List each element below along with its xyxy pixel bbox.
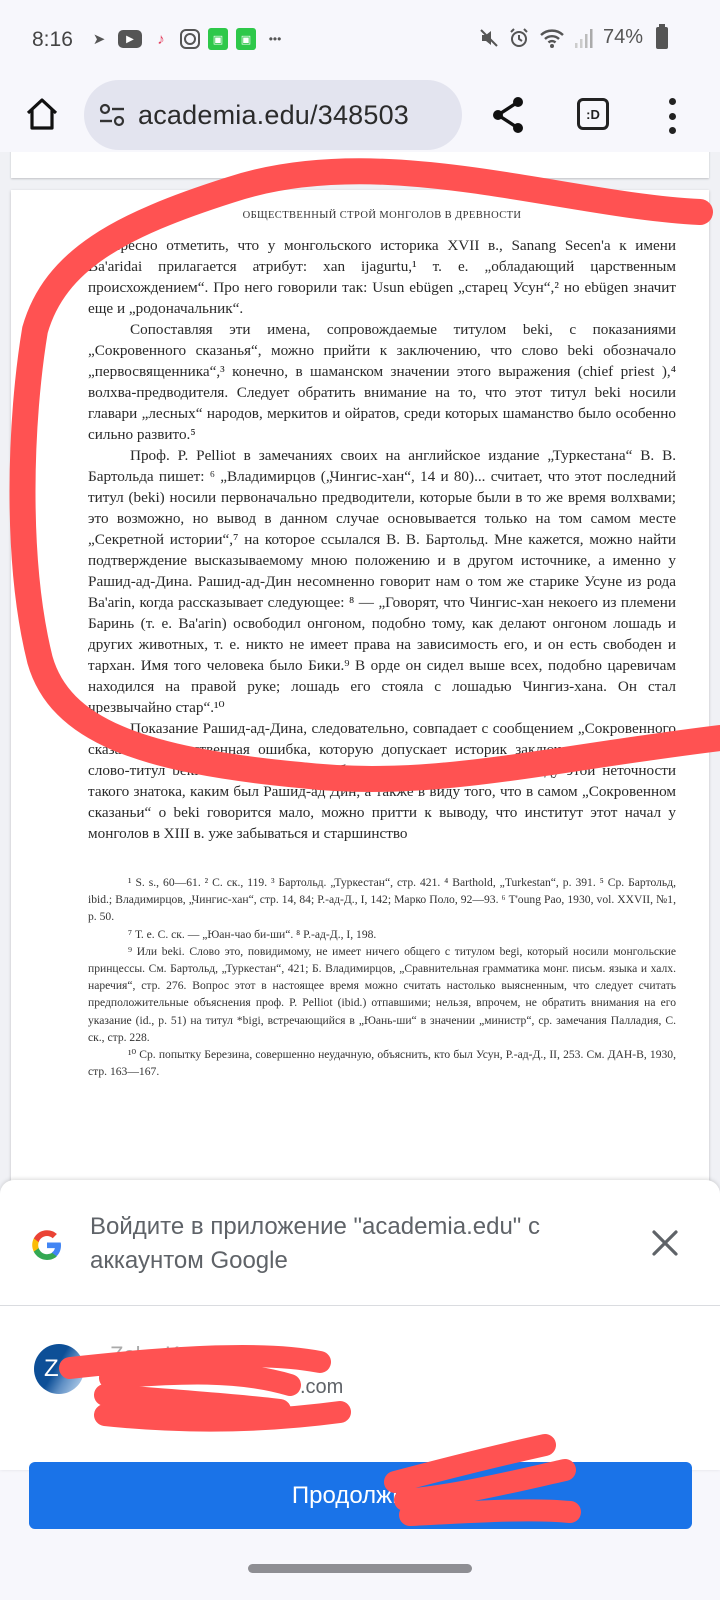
account-row[interactable]: [0, 1328, 720, 1408]
tab-switcher-button[interactable]: [577, 98, 609, 130]
paragraph: Проф. P. Pelliot в замечаниях своих на английское издание „Туркестана“ В. В. Бартольда пишет: ⁶ „Владимирцов („Чингис-хан“, 14 и 80)... считает, что этот последний титул (beki) носили первоначально предводители, которые были в то же время волхвами; это возможно, но вывод в данном случае основывается только на том самом месте „Секретной истории“,⁷ на которое ссылался В. В. Бартольд. Мне кажется, можно найти подтверждение высказываемому мною положению и в другом источнике, а именно у Рашид-ад-Дина. Рашид-ад-Дин несомненно говорит нам о том же старике Усуне из рода Ba'arin, когда рассказывает следующее: ⁸ — „Говорят, что Чингис-хан некоего из племени Баринь (т. е. Ba'arin) освободил онгоном, подобно тому, как делают онгоном лошадь и других животных, т. е. никто не имеет права на зависимость его, и он есть свободен и тархан. Имя того человека было Бики.⁹ В орде он сидел выше всех, подобно царевичам находился на правой руке; лошадь его стояла с лошадью Чингиз-хана. Он стал чрезвычайно стар“.¹⁰: [88, 447, 676, 716]
app-notification-icon: ▣: [208, 28, 228, 50]
battery-icon: [656, 27, 668, 49]
paragraph: Показание Рашид-ад-Дина, следовательно, совпадает с сообщением „Сокровенного сказанья“, единственная ошибка, которую допускает историк заключается в том, что слово-титул beki он принимает за собственное имя. Все-таки, в виду этой неточности такого знатока, каким был Рашид-ад Дин, а также в виду того, что в самом „Сокровенном сказаньи“ о beki говорится мало, можно притти к выводу, что институт этот начал у монголов в XIII в. уже забываться и старшинство: [88, 720, 676, 842]
telegram-icon: ➤: [92, 31, 106, 48]
footnotes: [88, 874, 676, 1080]
app-notification-icon: ▣: [236, 28, 256, 50]
url-text[interactable]: academia.edu/348503: [138, 99, 410, 130]
home-button[interactable]: [24, 96, 60, 132]
system-navigation-bar: [0, 1556, 720, 1600]
account-email: .com: [300, 1376, 344, 1398]
sheet-title: Войдите в приложение "academia.edu" с аккаунтом Google: [90, 1213, 540, 1274]
browser-toolbar: [0, 80, 720, 152]
home-gesture-handle[interactable]: [248, 1564, 472, 1573]
address-bar[interactable]: [84, 80, 462, 150]
wifi-icon: [539, 27, 565, 49]
share-button[interactable]: [490, 96, 526, 134]
footnote: ⁹ Или beki. Слово это, повидимому, не имеет ничего общего с титулом begi, который носили монгольские принцессы. См. Бартольд, „Туркестан“, 421; Б. Владимирцов, „Сравнительная грамматика монг. письм. языка и халх. наречия“, стр. 276. Вопрос этот в настоящее время можно считать настолько выясненным, что следует считать предположительные объяснения проф. P. Pelliot (ibid.) отпавшими; нельзя, впрочем, не обратить внимания на его указание (id., p. 51) на титул *bigi, встречающийся в „Юань-ши“ в значении „министр“, ср. замечания Палладия, С. ск., стр. 228.: [88, 944, 676, 1044]
instagram-icon: [180, 29, 200, 49]
avatar: Z: [34, 1344, 84, 1394]
alarm-icon: [508, 27, 530, 49]
sheet-header: [0, 1180, 720, 1306]
tiktok-icon: ♪: [157, 30, 165, 48]
footnote: ¹ S. s., 60—61. ² С. ск., 119. ³ Бартольд. „Туркестан“, стр. 421. ⁴ Barthold, „Turkestan“, p. 391. ⁵ Ср. Бартольд, ibid.; Владимирцов, „Чингис-хан“, стр. 14, 84; Р.-ад-Д., I, 142; Марко Поло, 92—93. ⁶ T'oung Pao, 1930, vol. XXVII, №1, p. 50.: [88, 876, 676, 924]
site-settings-icon[interactable]: [98, 101, 126, 129]
status-bar: [0, 0, 720, 80]
document-page: [11, 190, 709, 1290]
account-name: Zeke K: [110, 1342, 180, 1367]
tab-switcher-label: :D: [586, 106, 600, 122]
google-signin-sheet: [0, 1180, 720, 1470]
mute-icon: [479, 27, 499, 49]
overflow-menu-button[interactable]: [667, 98, 677, 134]
footnote: ⁷ Т. е. С. ск. — „Юан-чао би-ши“. ⁸ Р.-ад-Д., I, 198.: [128, 927, 377, 941]
google-logo-icon: [30, 1228, 64, 1262]
youtube-icon: ▶: [118, 30, 142, 48]
continue-button[interactable]: Продолжить: [29, 1462, 692, 1529]
more-notifications-icon: •••: [268, 32, 282, 46]
page-content: [88, 210, 676, 1080]
paragraph: Интересно отметить, что у монгольского историка XVII в., Sanang Secen'a к имени Ba'aridai прилагается атрибут: xan ijagurtu,¹ т. е. „обладающий царственным происхождением“. Про него говорили так: Usun ebügen „старец Усун“,² но ebügen значит еще и „родоначальник“.: [88, 237, 676, 317]
notification-icons: [88, 28, 286, 50]
previous-page: [11, 152, 709, 178]
battery-percent: 74%: [602, 26, 643, 48]
close-icon[interactable]: [650, 1228, 680, 1258]
signal-icon: [574, 27, 594, 49]
footnote: ¹⁰ Ср. попытку Березина, совершенно неудачную, объяснить, кто был Усун, Р.-ад-Д., II, 253. См. ДАН-В, 1930, стр. 163—167.: [88, 1048, 676, 1079]
system-icons: [479, 26, 668, 49]
status-time: 8:16: [32, 28, 73, 51]
paragraph: Сопоставляя эти имена, сопровождаемые титулом beki, с показаниями „Сокровенного сказанья“, можно прийти к заключению, что слово beki обозначало „первосвященника“,³ конечно, в шаманском значении этого выражения (chief priest ),⁴ волхва-предводителя. Следует обратить внимание на то, что этот титул beki носили главари „лесных“ народов, меркитов и ойратов, среди которых шаманство было особенно сильно развито.⁵: [88, 321, 676, 443]
running-head: ОБЩЕСТВЕННЫЙ СТРОЙ МОНГОЛОВ В ДРЕВНОСТИ: [242, 210, 522, 221]
